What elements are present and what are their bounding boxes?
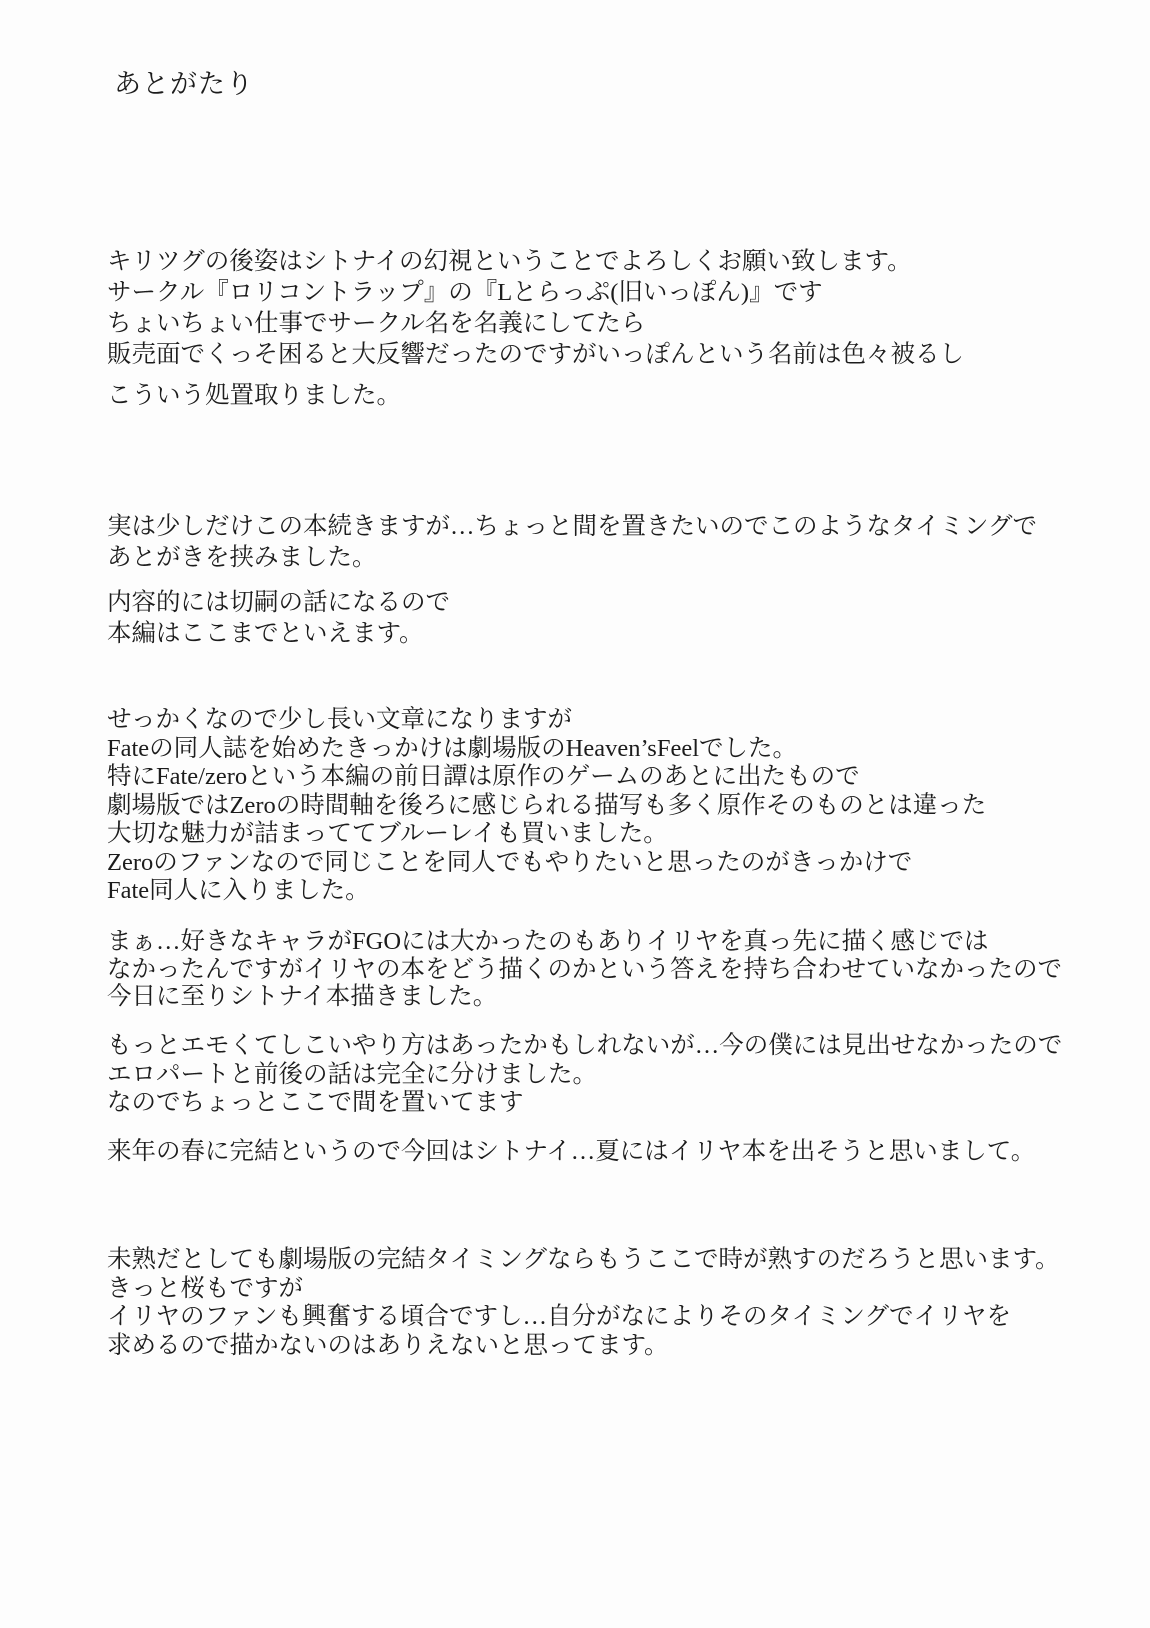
paragraph-book-continues: [107, 511, 1120, 573]
text-line: キリツグの後姿はシトナイの幻視ということでよろしくお願い致します。: [107, 248, 912, 275]
text-line: ちょいちょい仕事でサークル名を名義にしてたら: [107, 310, 646, 337]
text-line: Fateの同人誌を始めたきっかけは劇場版のHeaven’sFeelでした。: [107, 734, 798, 762]
paragraph-main-story-end: [107, 587, 1120, 649]
page-title: あとがたり: [114, 69, 254, 99]
text-line: サークル『ロリコントラップ』の『Lとらっぷ(旧いっぽん)』です: [107, 279, 823, 306]
paragraph-decision: [107, 380, 1120, 411]
text-line: 今日に至りシトナイ本描きました。: [107, 983, 498, 1010]
text-line: 実は少しだけこの本続きますが…ちょっと間を置きたいのでこのようなタイミングで: [107, 513, 1038, 540]
text-line: きっと桜もですが: [107, 1274, 303, 1302]
text-line: 内容的には切嗣の話になるので: [107, 589, 450, 616]
text-line: 未熟だとしても劇場版の完結タイミングならもうここで時が熟すのだろうと思います。: [107, 1246, 1060, 1273]
text-line: せっかくなので少し長い文章になりますが: [107, 706, 573, 733]
text-line: 劇場版ではZeroの時間軸を後ろに感じられる描写も多く原作そのものとは違った: [107, 791, 987, 819]
paragraph-next-book-plan: [107, 1138, 1120, 1167]
text-line: エロパートと前後の話は完全に分けました。: [107, 1060, 597, 1088]
text-line: 大切な魅力が詰まっててブルーレイも買いました。: [107, 820, 668, 847]
text-line: なかったんですがイリヤの本をどう描くのかという答えを持ち合わせていなかったので: [107, 955, 1063, 983]
paragraph-fate-doujin-origin: [107, 706, 1120, 906]
paragraph-circle-name-intro: [107, 246, 1120, 370]
text-line: Zeroのファンなので同じことを同人でもやりたいと思ったのがきっかけで: [107, 848, 913, 876]
text-line: まぁ…好きなキャラがFGOには大かったのもありイリヤを真っ先に描く感じでは: [107, 928, 989, 955]
text-line: イリヤのファンも興奮する頃合ですし…自分がなによりそのタイミングでイリヤを: [107, 1303, 1012, 1330]
text-line: 来年の春に完結というので今回はシトナイ…夏にはイリヤ本を出そうと思いまして。: [107, 1138, 1036, 1165]
paragraph-sitonai-book: [107, 928, 1120, 1011]
text-line: なのでちょっとここで間を置いてます: [107, 1089, 524, 1116]
text-line: Fate同人に入りました。: [107, 877, 370, 904]
text-line: 販売面でくっそ困ると大反響だったのですがいっぽんという名前は色々被るし: [107, 341, 965, 368]
text-line: こういう処置取りました。: [107, 382, 401, 409]
text-line: 特にFate/zeroという本編の前日譚は原作のゲームのあとに出たもので: [107, 763, 860, 790]
text-line: 本編はここまでといえます。: [107, 620, 424, 647]
paragraph-story-split: [107, 1032, 1120, 1118]
text-line: もっとエモくてしこいやり方はあったかもしれないが…今の僕には見出せなかったので: [107, 1032, 1063, 1059]
text-line: あとがきを挟みました。: [107, 544, 377, 571]
paragraph-timing-closing: [107, 1246, 1120, 1360]
text-line: 求めるので描かないのはありえないと思ってます。: [107, 1331, 669, 1359]
